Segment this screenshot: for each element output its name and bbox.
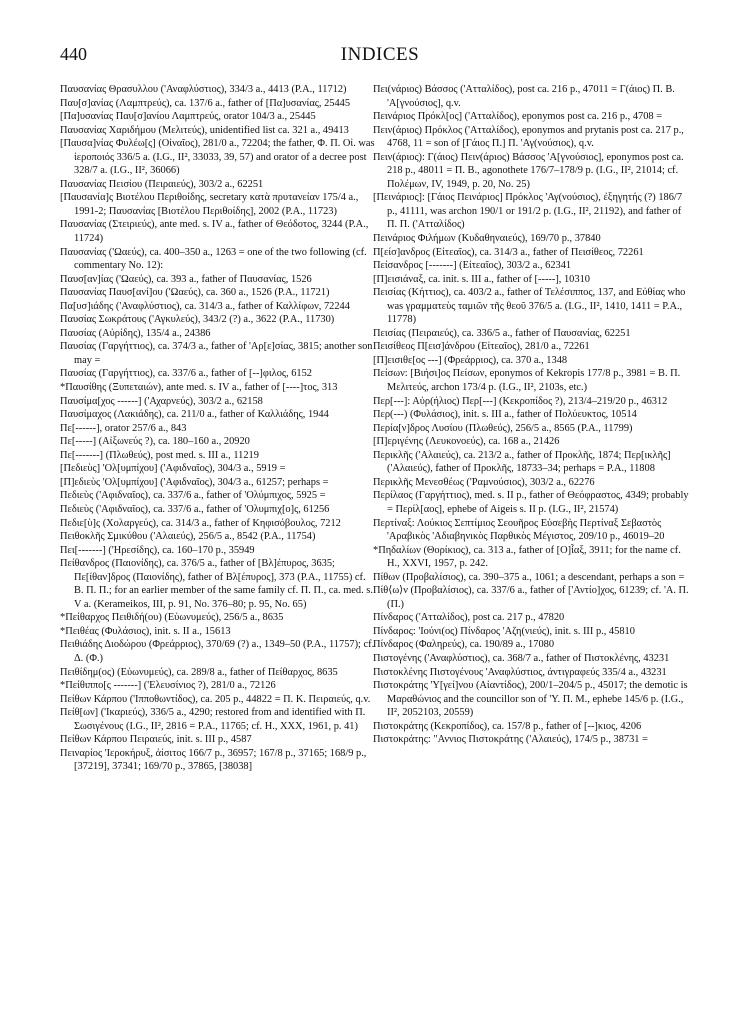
index-entry: Παυσίας (Γαργήττιος), ca. 337/6 a., father of [--]φιλος, 6152 [60, 368, 313, 380]
index-entry: Περτίναξ: Λούκιος Σεπτίμιος Σεουῆρος Εὐσεβὴς Περτίναξ Σεβαστὸς 'Αραβικὸς 'Αδιαβηνικὸς Παρθικὸς Μέγιστος, 209/10 p., 46019–20 [373, 517, 665, 543]
left-column [60, 83, 376, 774]
index-entry: Παυσανίας Παυσ[ανί]ου ('Ωαεύς), ca. 360 a., 1526 (P.A., 11721) [60, 287, 330, 299]
index-entry: Πε[-----] (Αἰξωνεύς ?), ca. 180–160 a., 20920 [60, 436, 250, 448]
index-entry: Περίλαος (Γαργήττιος), med. s. II p., father of Θεόφραστος, 4349; probably = Περίλ[αος], ephebe of Aigeis s. II p. (I.G., II², 21574) [373, 490, 689, 515]
index-entry: Πεισίας (Κήττιος), ca. 403/2 a., father of Τελέσιππος, 137, and Εὐθίας who was γραμματεὺς ταμιῶν τῆς θεοῦ 376/5 a. (I.G., II², 1410, 1411 = P.A., 11778) [373, 287, 686, 326]
index-entry: Πίνδαρος ('Ατταλίδος), post ca. 217 p., 47820 [373, 612, 565, 624]
index-entry: [Π]εισιθε[ος ---] (Φρεάρριος), ca. 370 a., 1348 [373, 354, 568, 366]
index-entry: Πεισίας (Πειραιεύς), ca. 336/5 a., father of Παυσανίας, 62251 [373, 327, 631, 339]
index-entry: Παυσίας (Γαργήττιος), ca. 374/3 a., father of 'Αρ[ε]σίας, 3815; another son may = [60, 341, 373, 366]
index-entry: Π[είσ]ανδρος (Εἰτεαῖος), ca. 314/3 a., father of Πεισίθεος, 72261 [373, 246, 644, 258]
index-entry: Παυσανίας Θρασυλλου ('Αναφλύστιος), 334/3 a., 4413 (P.A., 11712) [60, 84, 347, 95]
index-entry: Πίνδαρος: 'Ιούνι(ος) Πίνδαρος 'Αζη(νιεύς), init. s. III p., 45810 [373, 625, 635, 637]
index-entry: Πειναρίος 'Ιεροκήρυξ, ἀίσιτος 166/7 p., 36957; 167/8 p., 37165; 168/9 p., [37219], 37341; 169/70 p., 37865, [38038] [60, 747, 367, 773]
index-entry: *Πηδαλίων (Θορίκιος), ca. 313 a., father of [Ο]ἶαξ, 3911; for the name cf. H., XXVI, 1957, p. 242. [373, 544, 681, 570]
index-entry: Πειν(άριος): Γ(άιος) Πειν(άριος) Βάσσος 'Α[γνούσιος], eponymos post ca. 218 p., 48011 = Π. Β., agonothete 176/7–178/9 p. (I.G., II², 21014; cf. Πολέμων, IV, 1949, p. 20, No. 25) [373, 151, 684, 190]
index-entry: *Πειθέας (Φυλάσιος), init. s. II a., 15613 [60, 625, 231, 637]
index-entry: Πείθανδρος (Παιονίδης), ca. 376/5 a., father of [Βλ]έπυρος, 3635; Πε[ίθαν]δρος (Παιονίδης), father of Βλ[έπυρος], 373 (P.A., 11755) cf. Β. Π. Π.; for an earlier member of the same family cf. Π. Π., ca. med. s. V a. (Kerameikos, III, p. 91, No. 376–80; p. 95, No. 65) [60, 558, 373, 610]
index-entry: Πιστογένης ('Αναφλύστιος), ca. 368/7 a., father of Πιστοκλένης, 43231 [373, 652, 670, 664]
index-entry: Πειν(άριος) Πρόκλος ('Ατταλίδος), eponymos and prytanis post ca. 217 p., 4768, 11 = son of [Γάιος Π.] Π. 'Αγ(νούσιος), q.v. [373, 124, 684, 150]
index-entry: Πει[-------] ('Ηρεσίδης), ca. 160–170 p., 35949 [60, 544, 255, 556]
index-entry: Πειθοκλῆς Σμικύθου ('Αλαιεύς), 256/5 a., 8542 (P.A., 11754) [60, 531, 316, 543]
index-entry: [Π]εισιάναξ, ca. init. s. III a., father of [-----], 10310 [373, 273, 590, 285]
index-entry: Πε[-------] (Πλωθεύς), post med. s. III a., 11219 [60, 449, 259, 461]
index-entry: Παυσίμαχος (Λακιάδης), ca. 211/0 a., father of Καλλιάδης, 1944 [60, 409, 329, 421]
index-entry: [Παυσα]νίας Φυλέω[ς] (Οἰναῖος), 281/0 a., 72204; the father, Φ. Π. Οἰ. was ἱεροποιός 336/5 a. (I.G., II², 33033, 39, 57) and orator of a decree post 328/7 a. (I.G., II², 36066) [60, 138, 375, 177]
index-entry: *Πείθιππο[ς -------] ('Ελευσίνιος ?), 281/0 a., 72126 [60, 680, 276, 692]
index-entry: Πείθ[ων] ('Ικαριεύς), 336/5 a., 4290; restored from and identified with Π. Σωσιγένους (I.G., II², 2816 = P.A., 11765; cf. H., XXX, 1961, p. 41) [60, 707, 366, 732]
index-entry: Πείθων Κάρπου ('Ιπποθωντίδος), ca. 205 p., 44822 = Π. Κ. Πειραιεύς, q.v. [60, 693, 371, 705]
index-entry: Πει(νάριος) Βάσσος ('Ατταλίδος), post ca. 216 p., 47011 = Γ(άιος) Π. Β. 'Α[γνούσιος], q.v. [373, 84, 675, 109]
index-entry: Πιστοκράτης 'Υ[γεί]νου (Αἰαντίδος), 200/1–204/5 p., 45017; the demotic is Μαραθώνιος and the councillor son of 'Υ. Π. Μ., ephebe 145/6 p. (I.G., II², 2052103, 20559) [373, 680, 688, 719]
index-entry: Πείσανδρος [-------] (Εἰτεαῖος), 303/2 a., 62341 [373, 260, 572, 272]
index-entry: [Παυσανία]ς Βιοτέλου Περιθοίδης, secretary κατὰ πρυτανείαν 175/4 a., 1991-2; Παυσανίας [Βιοτέλου Περιθοίδης], 2002 (P.A., 11723) [60, 192, 359, 217]
index-entry: Παυ[σ]ανίας (Λαμπτρεύς), ca. 137/6 a., father of [Πα]υσανίας, 25445 [60, 97, 351, 109]
index-entry: Πίνδαρος (Φαληρεύς), ca. 190/89 a., 17080 [373, 639, 555, 651]
index-entry: Πιστοκράτης (Κεκροπίδος), ca. 157/8 p., father of [--]κιος, 4206 [373, 720, 642, 732]
index-entry: Πειθίδημ(ος) (Εὐωνυμεύς), ca. 289/8 a., father of Πείθαρχος, 8635 [60, 666, 338, 678]
index-entry: Πίθ⟨ω⟩ν (Προβαλίσιος), ca. 337/6 a., father of ['Αντίο]χος, 61239; cf. 'Α. Π. (Π.) [373, 585, 689, 610]
index-entry: Περικλῆς Μενεσθέως ('Ραμνούσιος), 303/2 a., 62276 [373, 476, 595, 488]
index-entry: Πεδιε[ὺ]ς (Χολαργεύς), ca. 314/3 a., father of Κηφισόβουλος, 7212 [60, 517, 341, 529]
index-entry: Παυσ[αν]ίας ('Ωαεύς), ca. 393 a., father of Παυσανίας, 1526 [60, 273, 312, 285]
index-entry: Περ(---) (Φυλάσιος), init. s. III a., father of Πολύευκτος, 10514 [373, 409, 637, 421]
index-entry: [Πα]υσανίας Παυ[σ]ανίου Λαμπτρεύς, orator 104/3 a., 25445 [60, 111, 316, 123]
index-entry: Πεινάριος Φιλήμων (Κυδαθηναιεύς), 169/70 p., 37840 [373, 233, 601, 245]
index-entry: Πειθιάδης Διοδώρου (Φρεάρριος), 370/69 (?) a., 1349–50 (P.A., 11757); cf. Δ. (Φ.) [60, 639, 375, 664]
index-entry: [Πεδιεὺς] 'Ολ[υμπίχου] ('Αφιδναῖος), 304/3 a., 5919 = [60, 463, 286, 475]
index-entry: Περία[ν]δρος Λυσίου (Πλωθεύς), 256/5 a., 8565 (P.A., 11799) [373, 422, 633, 434]
index-entry: Παυσίας (Αὐρίδης), 135/4 a., 24386 [60, 327, 211, 339]
index-entry: Πιστοκλένης Πιστογένους 'Αναφλύστιος, ἀντιγραφεύς 335/4 a., 43231 [373, 666, 667, 678]
page-header [60, 44, 700, 74]
index-entry: *Πείθαρχος Πειθιδή(ου) (Εὐωνυμεύς), 256/5 a., 8635 [60, 612, 284, 624]
index-entry: Πιστοκράτης: "Αννιος Πιστοκράτης ('Αλαιεύς), 174/5 p., 38731 = [373, 734, 648, 746]
index-entry: Παυσανίας (Στειριεύς), ante med. s. IV a., father of Θεόδοτος, 3244 (P.A., 11724) [60, 219, 369, 245]
index-entry: Πεινάριος Πρόκλ[ος] ('Ατταλίδος), eponymos post ca. 216 p., 4708 = [373, 111, 663, 123]
index-entry: Πείθων Κάρπου Πειραιεύς, init. s. III p., 4587 [60, 734, 252, 746]
index-entry: [Πεινάριος]: [Γάιος Πεινάριος] Πρόκλος 'Αγ(νούσιος), ἐξηγητής (?) 186/7 p., 41111, was archon 190/1 or 191/2 p. (I.G., II², 21192), and father of Π. Π. ('Ατταλίδος) [373, 192, 683, 231]
page-number: 440 [60, 44, 87, 64]
index-entry: Παυσίμα[χος ------] ('Αχαρνεύς), 303/2 a., 62158 [60, 395, 263, 407]
index-entry: Περικλῆς ('Αλαιεύς), ca. 213/2 a., father of Προκλῆς, 1874; Περ[ικλῆς] ('Αλαιεύς), father of Προκλῆς, 18733–34; perhaps = P.A., 11808 [373, 449, 671, 475]
index-entry: Πεδιεὺς ('Αφιδναῖος), ca. 337/6 a., father of 'Ολύμπιχος, 5925 = [60, 490, 326, 502]
index-entry: *Παυσίθης (Ξυπεταιών), ante med. s. IV a., father of [----]τος, 313 [60, 382, 338, 394]
index-entry: [Π]εριγένης (Λευκονοεύς), ca. 168 a., 21426 [373, 436, 560, 448]
index-entry: Πα[υσ]ιάδης ('Αναφλύστιος), ca. 314/3 a., father of Καλλίφων, 72244 [60, 300, 350, 312]
right-column [373, 83, 689, 747]
index-entry: Πείσων: [Βιήσι]ος Πείσων, eponymos of Kekropis 177/8 p., 3981 = Β. Π. Μελιτεύς, archon 173/4 p. (I.G., II², 2103s, etc.) [373, 368, 681, 394]
index-entry: Παυσίας Σωκράτους ('Αγκυλεύς), 343/2 (?) a., 3622 (P.A., 11730) [60, 314, 335, 326]
index-entry: Πεισίθεος Π[εισ]άνδρου (Εἰτεαῖος), 281/0 a., 72261 [373, 341, 590, 353]
index-entry: Πίθων (Προβαλίσιος), ca. 390–375 a., 1061; a descendant, perhaps a son = [373, 571, 685, 583]
index-entry: Περ[---]: Αὐρ(ήλιος) Περ[---] (Κεκροπίδος ?), 213/4–219/20 p., 46312 [373, 395, 668, 407]
index-entry: Πε[------], orator 257/6 a., 843 [60, 422, 187, 434]
index-entry: Παυσανίας ('Ωαεύς), ca. 400–350 a., 1263 = one of the two following (cf. commentary No. 12): [60, 246, 367, 272]
index-entry: Παυσανίας Χαριδήμου (Μελιτεύς), unidentified list ca. 321 a., 49413 [60, 124, 349, 136]
index-entry: Πεδιεὺς ('Αφιδναῖος), ca. 337/6 a., father of 'Ολυμπιχ[ο]ς, 61256 [60, 503, 330, 515]
index-entry: Παυσανίας Πεισίου (Πειραιεύς), 303/2 a., 62251 [60, 178, 264, 190]
index-entry: [Π]εδιεὺς 'Ολ[υμπίχου] ('Αφιδναῖος), 304/3 a., 61257; perhaps = [60, 476, 329, 488]
page-title: INDICES [340, 44, 420, 65]
